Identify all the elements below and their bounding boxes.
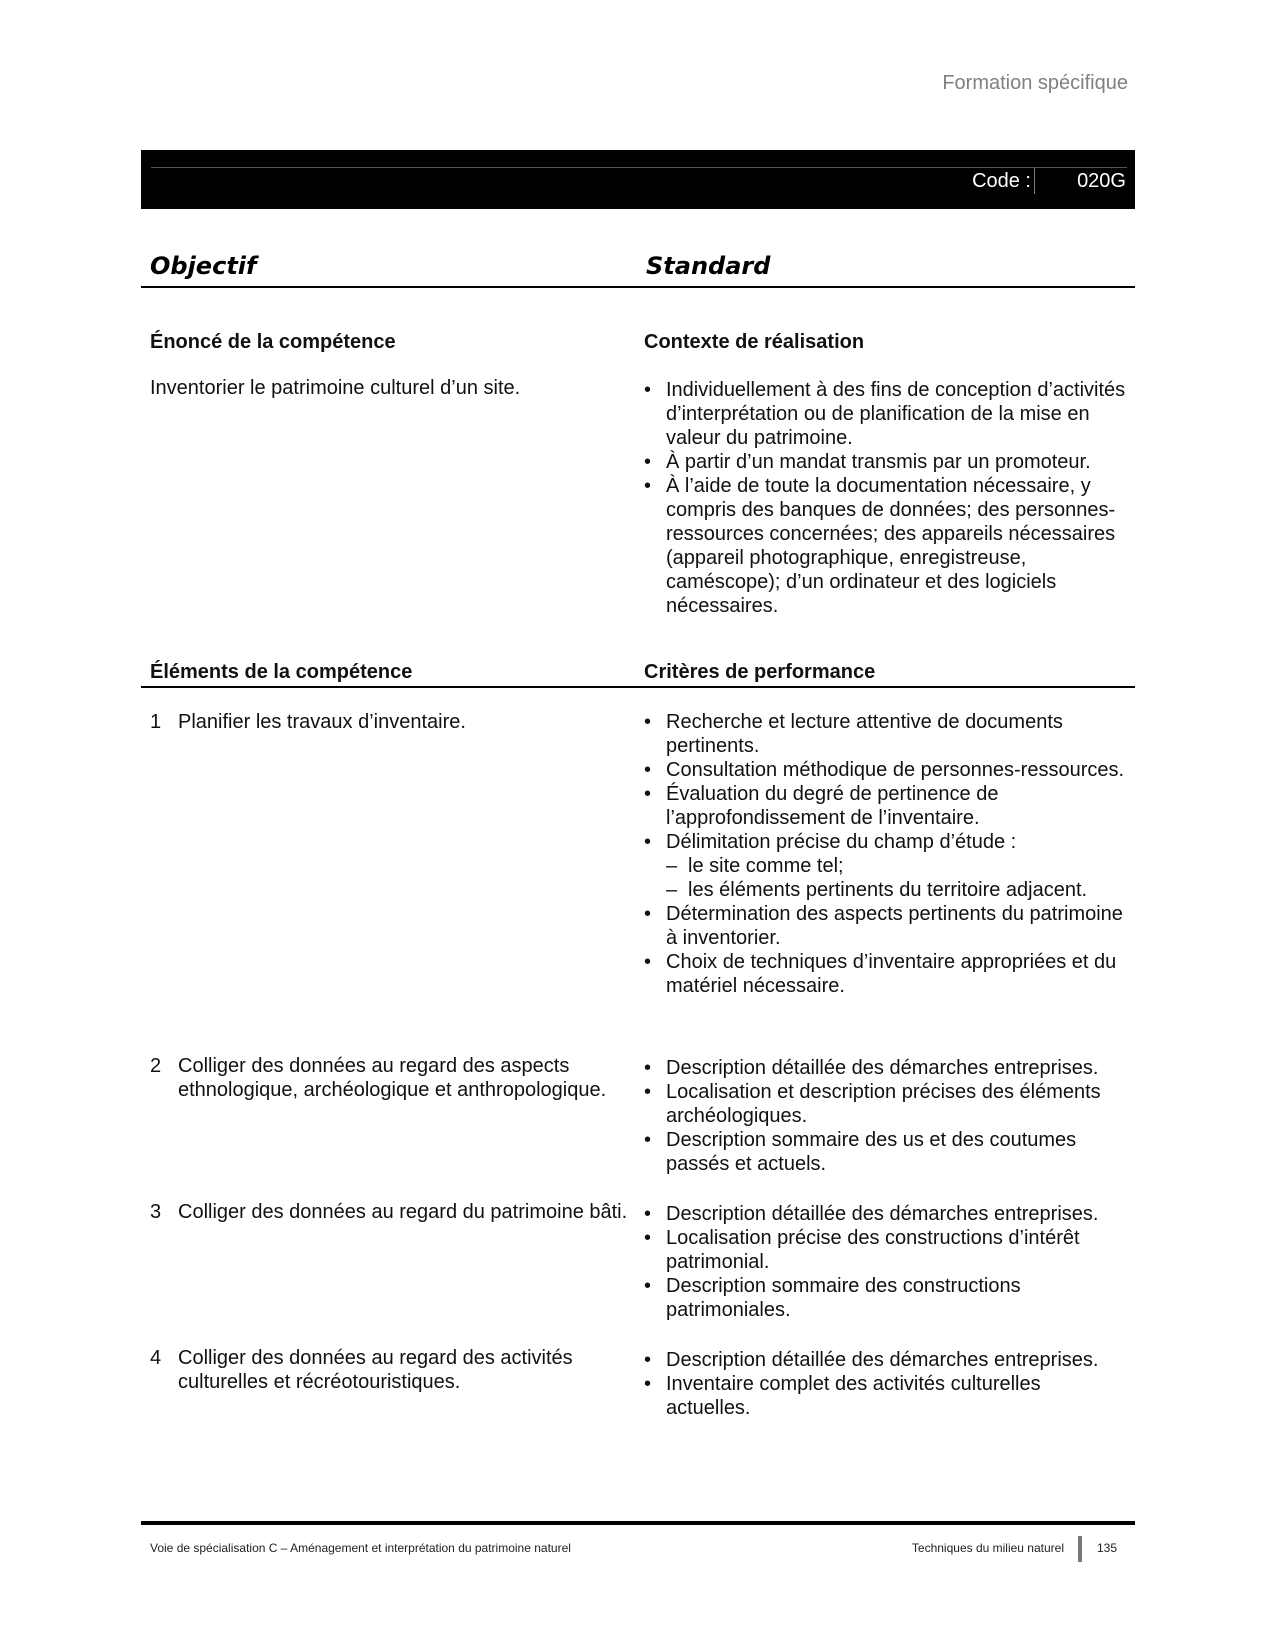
criteria-list bbox=[644, 1056, 1129, 1176]
criteria-item-text: Délimitation précise du champ d’étude : bbox=[666, 831, 1017, 853]
criteria-list-container bbox=[644, 1348, 1129, 1420]
element-text: Colliger des données au regard des aspects ethnologique, archéologique et anthropologique. bbox=[178, 1055, 607, 1101]
title-rule bbox=[141, 286, 1135, 288]
criteria-item: • Description détaillée des démarches entreprises. bbox=[644, 1348, 1129, 1372]
criteria-item: • Localisation et description précises des éléments archéologiques. bbox=[644, 1080, 1129, 1128]
criteria-item: • Localisation précise des constructions d’intérêt patrimonial. bbox=[644, 1226, 1129, 1274]
page-number: 135 bbox=[1097, 1541, 1118, 1555]
criteria-list bbox=[644, 1202, 1129, 1322]
contexte-item: • Individuellement à des fins de conception d’activités d’interprétation ou de planification de la mise en valeur du patrimoine. bbox=[644, 378, 1129, 450]
criteria-list-container bbox=[644, 710, 1129, 998]
sub-item: – les éléments pertinents du territoire adjacent. bbox=[666, 878, 1129, 902]
contexte-item: • À partir d’un mandat transmis par un promoteur. bbox=[644, 450, 1129, 474]
element-text: Colliger des données au regard du patrimoine bâti. bbox=[178, 1201, 628, 1223]
element-number: 1 bbox=[150, 711, 162, 733]
footer-separator bbox=[1078, 1536, 1082, 1562]
criteria-item: • Recherche et lecture attentive de documents pertinents. bbox=[644, 710, 1129, 758]
code-value: 020G bbox=[1077, 170, 1126, 192]
element-text: Planifier les travaux d’inventaire. bbox=[178, 711, 466, 733]
element-row bbox=[150, 1200, 630, 1224]
footer-left-text: Voie de spécialisation C – Aménagement et interprétation du patrimoine naturel bbox=[150, 1541, 571, 1555]
page-header-title: Formation spécifique bbox=[942, 72, 1128, 94]
sub-item: – le site comme tel; bbox=[666, 854, 1129, 878]
contexte-list-container bbox=[644, 378, 1129, 618]
contexte-item: • À l’aide de toute la documentation nécessaire, y compris des banques de données; des personnes-ressources concernées; des appareils nécessaires (appareil photographique, enregistreuse, caméscope); d’un ordinateur et des logiciels nécessaires. bbox=[644, 474, 1129, 618]
criteria-list bbox=[644, 710, 1129, 998]
criteria-item: • Détermination des aspects pertinents du patrimoine à inventorier. bbox=[644, 902, 1129, 950]
enonce-text: Inventorier le patrimoine culturel d’un site. bbox=[150, 377, 521, 399]
element-number: 2 bbox=[150, 1055, 162, 1077]
element-number: 3 bbox=[150, 1201, 162, 1223]
enonce-heading: Énoncé de la compétence bbox=[150, 331, 396, 353]
criteria-item: • Évaluation du degré de pertinence de l’approfondissement de l’inventaire. bbox=[644, 782, 1129, 830]
criteria-item: • Description détaillée des démarches entreprises. bbox=[644, 1202, 1129, 1226]
criteria-item: • Choix de techniques d’inventaire appropriées et du matériel nécessaire. bbox=[644, 950, 1129, 998]
criteria-item bbox=[644, 830, 1129, 902]
elements-heading: Éléments de la compétence bbox=[150, 661, 413, 683]
elements-rule bbox=[141, 686, 1135, 688]
element-row bbox=[150, 1346, 630, 1394]
contexte-list bbox=[644, 378, 1129, 618]
standard-title: Standard bbox=[646, 252, 771, 280]
criteria-item: • Description sommaire des constructions patrimoniales. bbox=[644, 1274, 1129, 1322]
code-bar bbox=[141, 150, 1135, 209]
criteria-list-container bbox=[644, 1056, 1129, 1176]
criteria-item: • Description détaillée des démarches entreprises. bbox=[644, 1056, 1129, 1080]
element-text: Colliger des données au regard des activités culturelles et récréotouristiques. bbox=[178, 1347, 573, 1393]
element-number: 4 bbox=[150, 1347, 162, 1369]
criteres-heading: Critères de performance bbox=[644, 661, 876, 683]
contexte-heading: Contexte de réalisation bbox=[644, 331, 865, 353]
criteria-list-container bbox=[644, 1202, 1129, 1322]
sub-list bbox=[666, 854, 1129, 902]
code-bar-rule bbox=[151, 167, 1127, 168]
objectif-title: Objectif bbox=[150, 252, 257, 280]
criteria-item: • Inventaire complet des activités culturelles actuelles. bbox=[644, 1372, 1129, 1420]
footer-right-text: Techniques du milieu naturel bbox=[911, 1541, 1064, 1555]
criteria-item: • Description sommaire des us et des coutumes passés et actuels. bbox=[644, 1128, 1129, 1176]
element-row bbox=[150, 1054, 640, 1102]
footer-rule bbox=[141, 1521, 1135, 1525]
element-row bbox=[150, 710, 630, 734]
code-label: Code : bbox=[972, 170, 1031, 192]
criteria-item: • Consultation méthodique de personnes-ressources. bbox=[644, 758, 1129, 782]
code-separator bbox=[1034, 168, 1035, 194]
criteria-list bbox=[644, 1348, 1129, 1420]
